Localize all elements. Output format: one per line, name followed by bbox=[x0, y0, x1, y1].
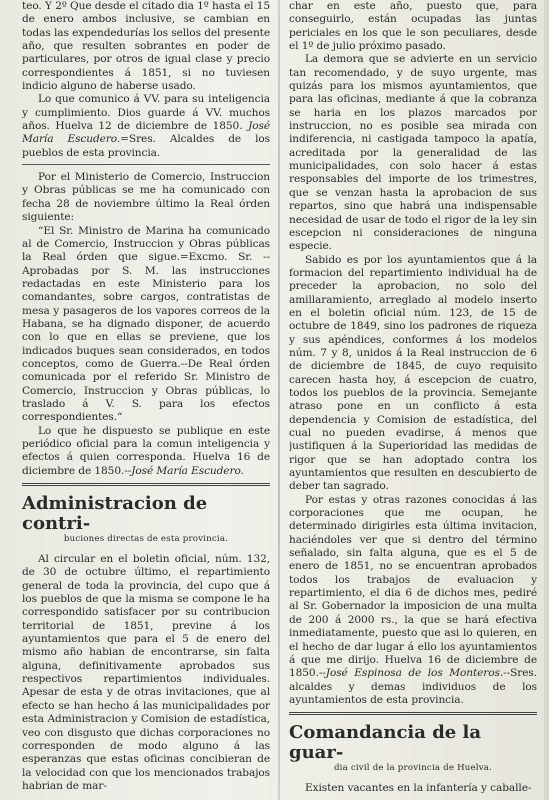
recipients: --Sres. alcaldes y demas individuos de los ayuntamientos de esta provincia. bbox=[289, 667, 537, 706]
paragraph-closing: Lo que comunico á VV. para su inteligencia y cumplimiento. Dios guarde á VV. muchos años. Huelva 12 de diciembre de 1850. José María Escudero.=Sres. Alcaldes de los pueblos de esta provincia. bbox=[22, 93, 270, 159]
section-subtitle-administracion: buciones directas de esta provincia. bbox=[63, 534, 229, 545]
signature: José María Escudero. bbox=[131, 464, 244, 477]
recipients: =Sres. Alcaldes de los pueblos de esta provincia. bbox=[22, 133, 270, 159]
paragraph-continuation: char en este año, puesto que, para conseguirlo, están ocupadas las juntas periciales en los que le son peculiares, desde el 1º de julio próximo pasado. bbox=[289, 0, 537, 53]
left-column bbox=[22, 0, 270, 800]
paragraph-publication: Lo que he dispuesto se publique en este periódico oficial para la comun inteligencia y efectos á quien corresponda. Huelva 16 de diciembre de 1850.--José María Escudero. bbox=[22, 424, 270, 477]
signature: José Espinosa de los Monteros. bbox=[325, 667, 504, 680]
paragraph-ministry-intro: Por el Ministerio de Comercio, Instruccion y Obras públicas se me ha comunicado con fecha 28 de noviembre último la Real órden siguiente: bbox=[22, 171, 270, 224]
section-divider bbox=[289, 712, 537, 715]
right-column bbox=[289, 0, 537, 800]
paragraph-demora: La demora que se advierte en un servicio tan recomendado, y de suyo urgente, mas quizás para los mismos ayuntamientos, que para las oficinas, mediante á que la cobranza se haria en los plazos marcados por instruccion, no es posible sea mirada con indiferencia, ni castigada tampoco la apatía, acreditada por la generalidad de las municipalidades, con solo hacer á estas responsables del importe de los trimestres, que se venzan hasta la aprobacion de sus repartos, sino que habrá una indispensable necesidad de usar de todo el rigor de la ley sin escepcion ni consideraciones de ninguna especie. bbox=[289, 53, 537, 253]
paragraph-vacantes: Existen vacantes en la infantería y caballe- bbox=[305, 782, 532, 795]
section-title-administracion: Administracion de contri- bbox=[22, 493, 208, 535]
paragraph-sabido: Sabido es por los ayuntamientos que á la formacion del repartimiento individual ha de preceder la aprobacion, no solo del amillaramiento, arreglado al modelo inserto en el boletin oficial núm. 123, de 15 de octubre de 1849, sino los padrones de riqueza y sus apéndices, conformes á los modelos núm. 7 y 8, unidos á la Real instruccion de 6 de diciembre de 1845, de cuyo requisito carecen hasta hoy, á escepcion de cuatro, todos los pueblos de la provincia. Semejante atraso pone en un conflicto á esta dependencia y Comision de estadística, del cual no pueden evadirse, á menos que justifiquen á la Superioridad las medidas de rigor que se han adoptado contra los ayuntamientos que resulten en descubierto de deber tan sagrado. bbox=[289, 253, 537, 493]
paragraph-repartimiento: Al circular en el boletin oficial, núm. 132, de 30 de octubre último, el repartimiento general de toda la provincia, del cupo que á los pueblos de que la misma se compone le ha correspondido satisfacer por su contribucion territorial de 1851, previne á los ayuntamientos que para el 5 de enero del mismo año habian de encontrarse, sin falta alguna, definitivamente aprobados sus respectivos repartimientos individuales. Apesar de esta y de otras invitaciones, que al efecto se han hecho á las municipalidades por esta Administracion y Comision de estadística, veo con disgusto que dichas corporaciones no corresponden de modo alguno á las esperanzas que estas oficinas concibieran de la velocidad con que los mencionados trabajos habrian de mar- bbox=[22, 553, 270, 792]
section-title-comandancia: Comandancia de la guar- bbox=[289, 722, 481, 764]
section-divider bbox=[22, 483, 270, 486]
paragraph-stamps-exchange: teo. Y 2º Que desde el citado dia 1º hasta el 15 de enero ambos inclusive, se cambian en todas las expendedurías los sellos del presente año, que resulten sobrantes en poder de particulares, por otros de igual clase y precio correspondientes á 1851, si no tuviesen indicio alguno de haberse usado. bbox=[22, 0, 270, 93]
signature: José María Escudero. bbox=[22, 120, 270, 146]
column-gutter bbox=[278, 0, 280, 800]
page-edge bbox=[544, 0, 549, 800]
paragraph-razones: Por estas y otras razones conocidas á las corporaciones que me ocupan, he determinado dirigirles esta última invitacion, haciéndoles ver que si dentro del término señalado, sin falta alguna, que es el 5 de enero de 1851, no se encuentran aprobados todos los trabajos de evaluacion y repartimiento, el dia 6 de dichos mes, pediré al Sr. Gobernador la imposicion de una multa de 200 á 2000 rs., la que se hará efectiva inmediatamente, puesto que asi lo quieren, en el hecho de dar lugar á ello los ayuntamientos á que me dirijo. Huelva 16 de diciembre de 1850.--José Espinosa de los Monteros.--Sres. alcaldes y demas individuos de los ayuntamientos de esta provincia. bbox=[289, 493, 537, 706]
section-subtitle-comandancia: dia civil de la provincia de Huelva. bbox=[333, 763, 493, 774]
section-divider bbox=[22, 164, 270, 165]
paragraph-royal-order: “El Sr. Ministro de Marina ha comunicado al de Comercio, Instruccion y Obras públicas la Real órden que sigue.=Excmo. Sr. --Aprobadas por S. M. las instrucciones redactadas en este Ministerio para los comandantes, sobre cargos, contratistas de mesa y pasageros de los vapores correos de la Habana, se ha dignado disponer, de acuerdo con lo que en ellas se previene, que los indicados buques sean considerados, en todos conceptos, como de Guerra.--De Real órden comunicada por el referido Sr. Ministro de Comercio, Instruccion y Obras públicas, lo traslado á V. S. para los efectos correspondientes.“ bbox=[22, 224, 270, 424]
